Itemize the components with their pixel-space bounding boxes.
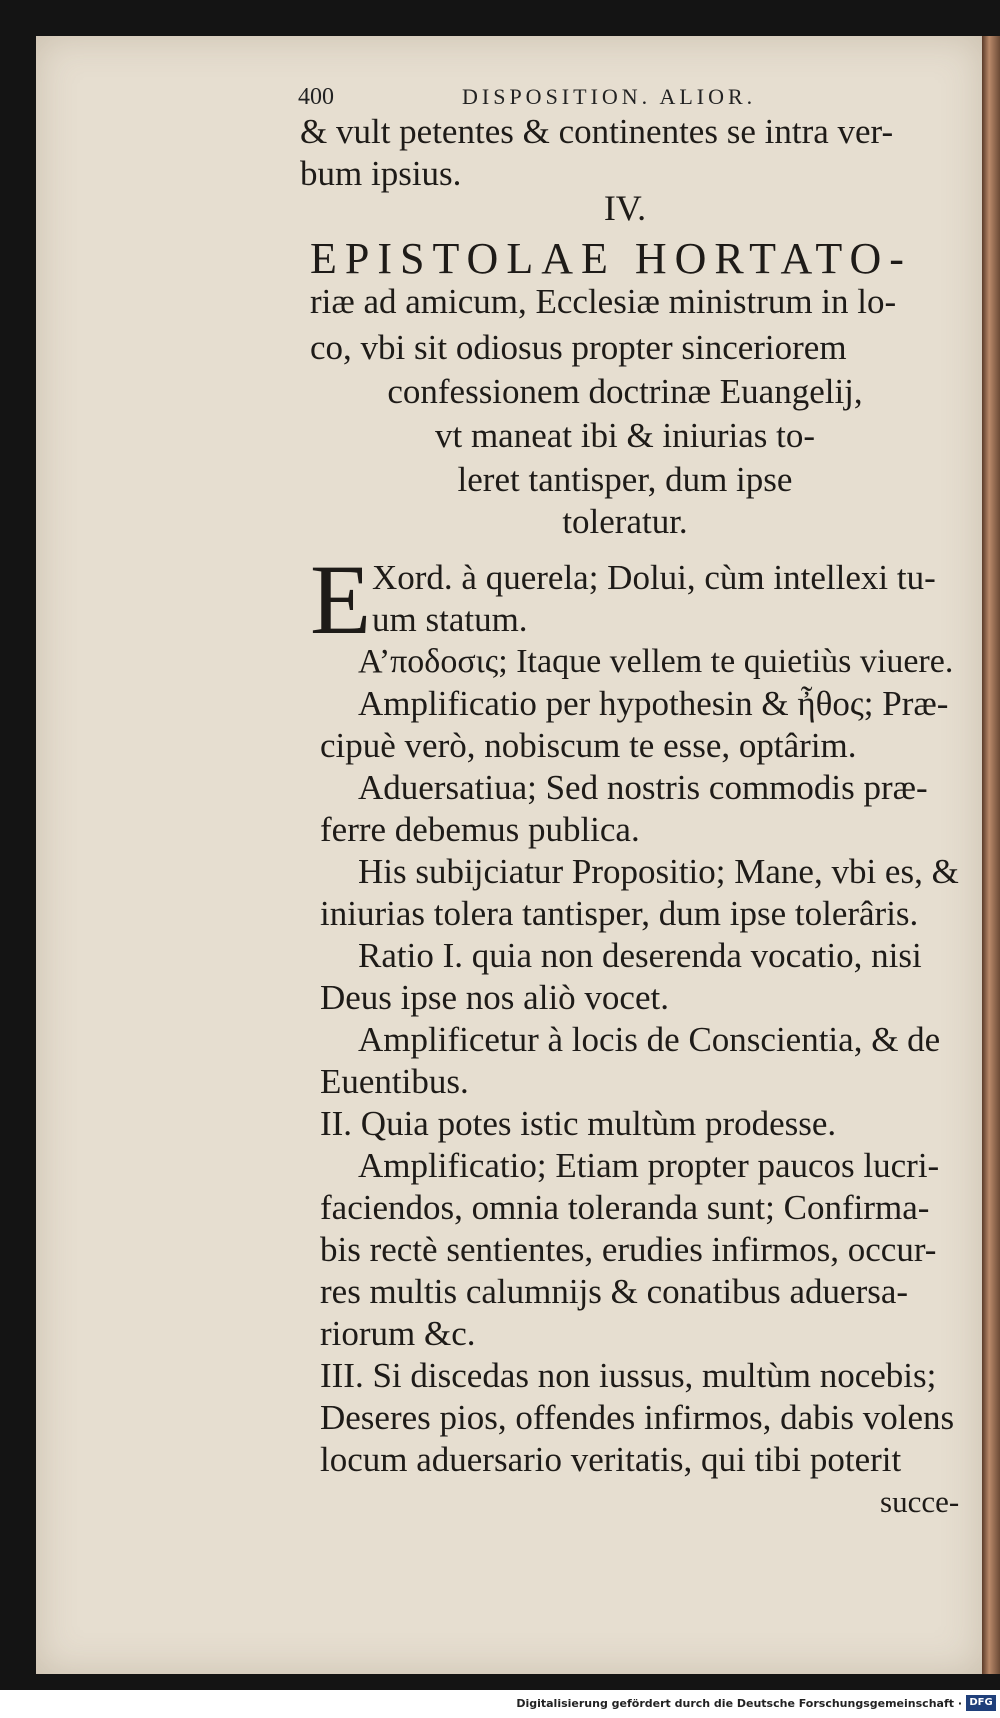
body-line: Amplificetur à locis de Conscientia, & de	[358, 1020, 941, 1059]
body-line: III. Si discedas non iussus, multùm nocebis;	[320, 1356, 937, 1395]
body-line: iniurias tolera tantisper, dum ipse tolerâris.	[320, 894, 919, 933]
running-title: DISPOSITION. ALIOR.	[462, 84, 757, 109]
drop-capital: E	[310, 544, 372, 655]
body-line: Amplificatio; Etiam propter paucos lucri-	[358, 1146, 940, 1185]
title-line: toleratur.	[562, 502, 688, 541]
body-line: riorum &c.	[320, 1314, 476, 1353]
title-line: confessionem doctrinæ Euangelij,	[387, 372, 863, 411]
body-line: faciendos, omnia toleranda sunt; Confirma-	[320, 1188, 930, 1227]
title-line: vt maneat ibi & iniurias to-	[434, 416, 816, 455]
body-line: bis rectè sentientes, erudies infirmos, occur-	[320, 1230, 937, 1269]
body-line: Ratio I. quia non deserenda vocatio, nisi	[358, 936, 922, 975]
body-line: Xord. à querela; Dolui, cùm intellexi tu-	[372, 558, 936, 597]
section-title: EPISTOLAE HORTATO-	[310, 234, 912, 283]
body-line: res multis calumnijs & conatibus aduersa-	[320, 1272, 909, 1311]
page-number: 400	[298, 84, 334, 110]
body-line: locum aduersario veritatis, qui tibi poterit	[320, 1440, 902, 1479]
body-line: ferre debemus publica.	[320, 810, 640, 849]
body-line: Α’ποδοσις; Itaque vellem te quietiùs viuere.	[358, 643, 954, 680]
body-line: cipuè verò, nobiscum te esse, optârim.	[320, 726, 857, 765]
title-line: leret tantisper, dum ipse	[457, 460, 793, 499]
body-line: Deus ipse nos aliò vocet.	[320, 978, 669, 1017]
dfg-logo: DFG	[966, 1695, 996, 1711]
text-line: & vult petentes & continentes se intra ver-	[300, 112, 894, 151]
catchword: succe-	[880, 1484, 960, 1519]
body-line: Euentibus.	[320, 1062, 469, 1101]
page-edge	[982, 36, 1000, 1674]
section-number: IV.	[603, 188, 647, 228]
title-line: riæ ad amicum, Ecclesiæ ministrum in lo-	[310, 282, 897, 321]
body-line: II. Quia potes istic multùm prodesse.	[320, 1104, 837, 1143]
digitization-credit: Digitalisierung gefördert durch die Deutsche Forschungsgemeinschaft ·	[516, 1697, 962, 1710]
body-line: Deseres pios, offendes infirmos, dabis volens	[320, 1398, 955, 1437]
body-line: His subijciatur Propositio; Mane, vbi es, &	[358, 852, 959, 891]
title-line: co, vbi sit odiosus propter sinceriorem	[310, 328, 847, 367]
body-line: um statum.	[372, 600, 528, 639]
body-line: Amplificatio per hypothesin & ἦθος; Præ-	[358, 684, 949, 723]
text-line: bum ipsius.	[300, 154, 462, 193]
body-line: Aduersatiua; Sed nostris commodis præ-	[358, 768, 928, 807]
